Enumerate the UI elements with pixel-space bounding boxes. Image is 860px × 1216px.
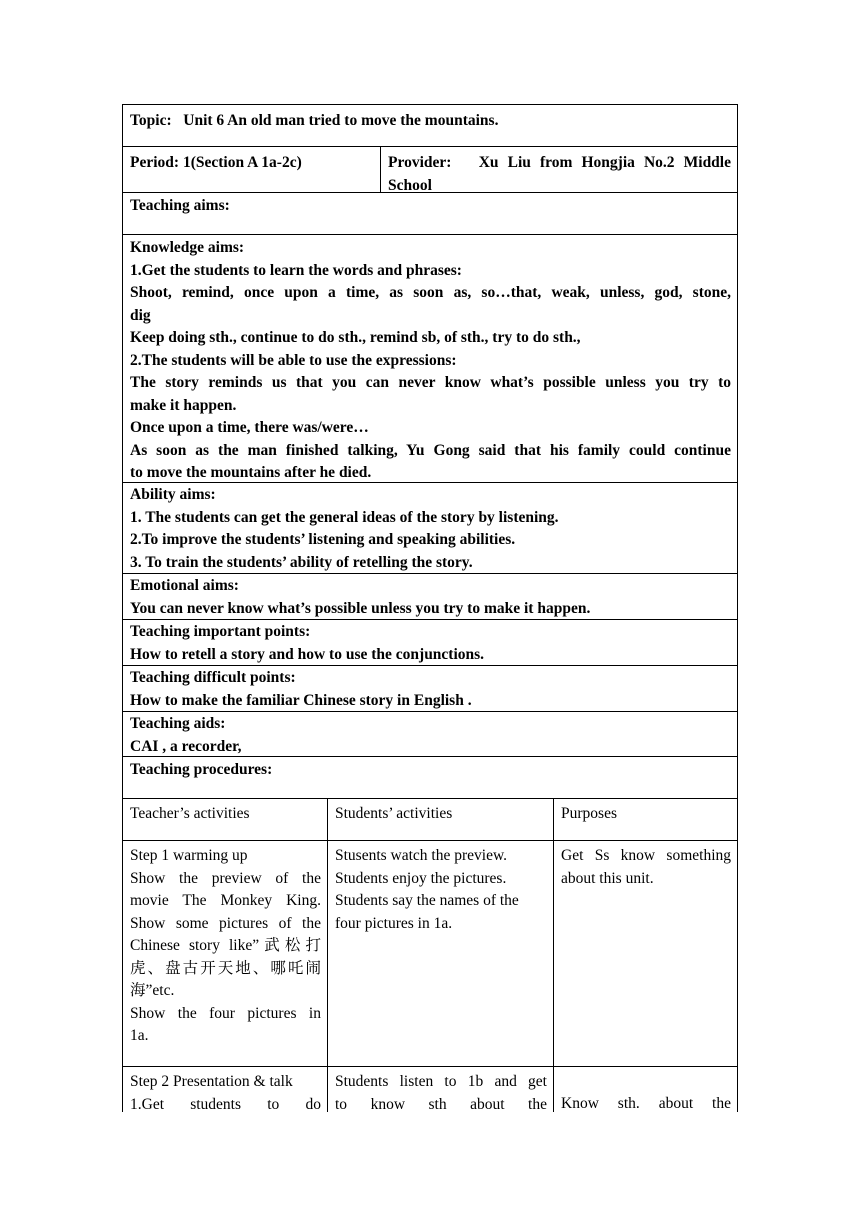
step2-students-line: to know sth about the	[335, 1095, 547, 1112]
emotional-aims-row	[123, 574, 737, 620]
teaching-aids-row	[123, 712, 737, 757]
step1-teacher-line: Step 1 warming up	[130, 847, 248, 864]
teaching-aids-heading: Teaching aids:	[130, 715, 226, 732]
teaching-procedures-heading: Teaching procedures:	[130, 761, 273, 778]
step1-teacher-line: Chinese story like”武松打	[130, 937, 321, 954]
emotional-aims-heading: Emotional aims:	[130, 577, 239, 594]
difficult-points-line: How to make the familiar Chinese story in English .	[130, 691, 472, 709]
step2-teacher-line: Step 2 Presentation & talk	[130, 1073, 293, 1090]
step2-purposes-line: Know sth. about the	[561, 1095, 731, 1112]
knowledge-line: 1.Get the students to learn the words and phrases:	[130, 261, 462, 279]
period-text: Period: 1(Section A 1a-2c)	[130, 154, 302, 171]
provider-text-line1: Provider: Xu Liu from Hongjia No.2 Middle	[388, 154, 731, 171]
provider-text-line2: School	[388, 176, 432, 192]
teaching-aims-row	[123, 193, 737, 235]
column-header-purposes: Purposes	[561, 805, 617, 822]
important-points-line: How to retell a story and how to use the conjunctions.	[130, 645, 485, 663]
knowledge-line: dig	[130, 306, 151, 324]
knowledge-line: Once upon a time, there was/were…	[130, 419, 369, 436]
knowledge-line: 2.The students will be able to use the expressions:	[130, 351, 457, 369]
step1-teacher-line: 虎、盘古开天地、哪吒闹	[130, 959, 321, 977]
knowledge-line: make it happen.	[130, 396, 237, 414]
knowledge-aims-heading: Knowledge aims:	[130, 239, 245, 256]
knowledge-line: The story reminds us that you can never know what’s possible unless you try to	[130, 374, 731, 391]
ability-line: 2.To improve the students’ listening and speaking abilities.	[130, 531, 516, 548]
step1-students-line: Stusents watch the preview.	[335, 847, 508, 864]
important-points-heading: Teaching important points:	[130, 623, 311, 640]
ability-aims-row	[123, 483, 737, 574]
knowledge-aims-row	[123, 235, 737, 483]
ability-line: 1. The students can get the general ideas of the story by listening.	[130, 508, 559, 526]
step1-teacher-line: movie The Monkey King.	[130, 892, 321, 909]
knowledge-line: Keep doing sth., continue to do sth., remind sb, of sth., try to do sth.,	[130, 329, 581, 346]
procedure-step-row	[123, 1067, 737, 1112]
knowledge-line: As soon as the man finished talking, Yu Gong said that his family could continue	[130, 441, 731, 459]
teaching-aids-line: CAI , a recorder,	[130, 737, 242, 755]
difficult-points-heading: Teaching difficult points:	[130, 669, 296, 686]
difficult-points-row	[123, 666, 737, 712]
column-header-students: Students’ activities	[335, 805, 453, 822]
teaching-aims-heading: Teaching aims:	[130, 197, 230, 214]
step1-purposes-line: Get Ss know something	[561, 847, 731, 864]
important-points-row	[123, 620, 737, 666]
step1-purposes-line: about this unit.	[561, 869, 654, 887]
topic-text: Topic: Unit 6 An old man tried to move the mountains.	[130, 112, 499, 129]
step1-teacher-line: Show some pictures of the	[130, 914, 321, 932]
knowledge-line: Shoot, remind, once upon a time, as soon as, so…that, weak, unless, god, stone,	[130, 284, 731, 301]
knowledge-line: to move the mountains after he died.	[130, 464, 372, 481]
step2-teacher-line: 1.Get students to do	[130, 1095, 321, 1112]
ability-line: 3. To train the students’ ability of retelling the story.	[130, 553, 473, 571]
step1-students-line: four pictures in 1a.	[335, 914, 453, 932]
procedure-step-row	[123, 841, 737, 1067]
step1-students-line: Students enjoy the pictures.	[335, 869, 507, 887]
emotional-line: You can never know what’s possible unless you try to make it happen.	[130, 599, 591, 617]
topic-row	[123, 105, 737, 147]
step1-teacher-line: Show the preview of the	[130, 869, 321, 887]
step2-students-line: Students listen to 1b and get	[335, 1073, 547, 1090]
step1-teacher-line: 1a.	[130, 1027, 149, 1044]
lesson-plan-table	[122, 104, 738, 1112]
period-provider-row	[123, 147, 737, 193]
ability-aims-heading: Ability aims:	[130, 486, 216, 503]
column-header-teacher: Teacher’s activities	[130, 805, 250, 822]
step1-teacher-line: Show the four pictures in	[130, 1004, 321, 1022]
step1-students-line: Students say the names of the	[335, 892, 519, 909]
step1-teacher-line: 海”etc.	[130, 982, 175, 999]
teaching-procedures-row	[123, 757, 737, 799]
procedure-header-row	[123, 799, 737, 841]
